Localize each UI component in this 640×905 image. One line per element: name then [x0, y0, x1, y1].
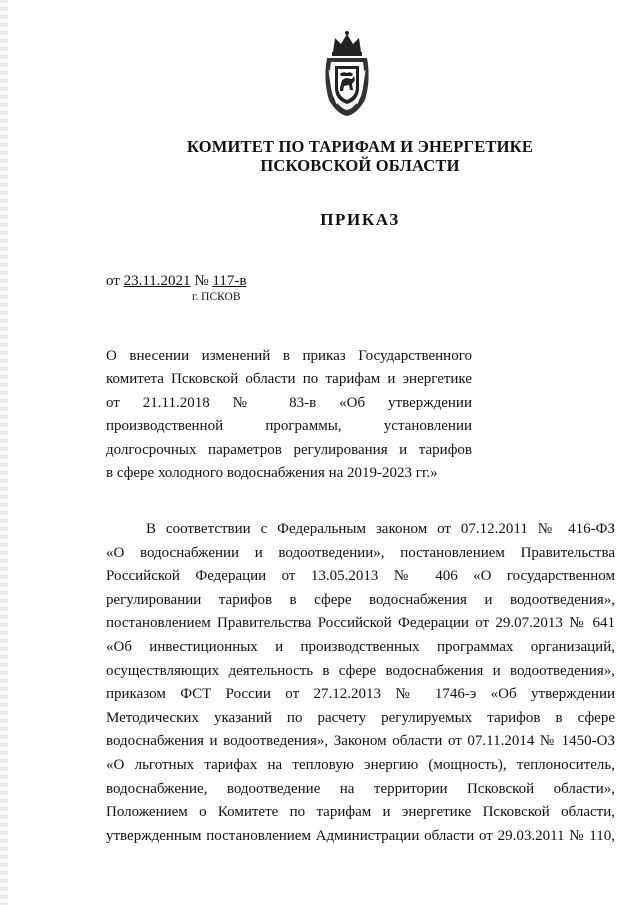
body-line: водоснабжения и водоотведения», Законом области от 07.11.2014 № 1450-ОЗ	[106, 733, 615, 750]
body-line: Положением о Комитете по тарифам и энергетике Псковской области,	[106, 804, 615, 821]
committee-name-line1: КОМИТЕТ ПО ТАРИФАМ И ЭНЕРГЕТИКЕ	[186, 137, 534, 156]
body-line: Российской Федерации от 13.05.2013 № 406 «О государственном	[106, 568, 615, 585]
order-subject	[106, 345, 472, 485]
committee-name-line2: ПСКОВСКОЙ ОБЛАСТИ	[260, 156, 460, 175]
order-city: г. ПСКОВ	[192, 291, 241, 303]
subject-line: в сфере холодного водоснабжения на 2019-2023 гг.»	[106, 464, 438, 481]
body-line: утвержденным постановлением Администрации области от 29.03.2011 № 110,	[106, 827, 615, 844]
order-number: 117-в	[212, 273, 247, 289]
body-line: постановлением Правительства Российской Федерации от 29.07.2013 № 641	[106, 615, 615, 632]
body-line: осуществляющих деятельность в сфере водоснабжения и водоотведения»,	[106, 662, 615, 679]
date-prefix: от	[106, 273, 120, 289]
body-line: приказом ФСТ России от 27.12.2013 № 1746-э «Об утверждении	[106, 686, 615, 703]
body-line: «Об инвестиционных и производственных программах организаций,	[106, 638, 615, 655]
body-line: В соответствии с Федеральным законом от 07.12.2011 № 416-ФЗ	[146, 521, 615, 537]
body-line: регулировании тарифов в сфере водоснабжения и водоотведения»,	[106, 591, 615, 608]
subject-line: комитета Псковской области по тарифам и энергетике	[106, 371, 472, 388]
body-line: «О водоснабжении и водоотведении», постановлением Правительства	[106, 544, 615, 561]
coat-of-arms-emblem	[321, 30, 373, 118]
body-line: водоснабжение, водоотведение на территории Псковской области»,	[106, 780, 615, 797]
body-line: Методических указаний по расчету регулируемых тарифов в сфере	[106, 709, 615, 726]
subject-line: долгосрочных параметров регулирования и тарифов	[106, 441, 472, 458]
subject-line: О внесении изменений в приказ Государственного	[106, 348, 472, 364]
subject-line: от 21.11.2018 № 83-в «Об утверждении	[106, 394, 472, 411]
order-body-paragraph	[106, 518, 615, 848]
subject-line: производственной программы, установлении	[106, 418, 472, 435]
order-date: 23.11.2021	[123, 273, 191, 289]
order-date-line	[106, 273, 246, 290]
scan-edge	[0, 0, 8, 905]
body-line: «О льготных тарифах на тепловую энергию (мощность), теплоноситель,	[106, 756, 615, 773]
number-sign: №	[194, 273, 209, 289]
document-title: ПРИКАЗ	[320, 210, 400, 229]
